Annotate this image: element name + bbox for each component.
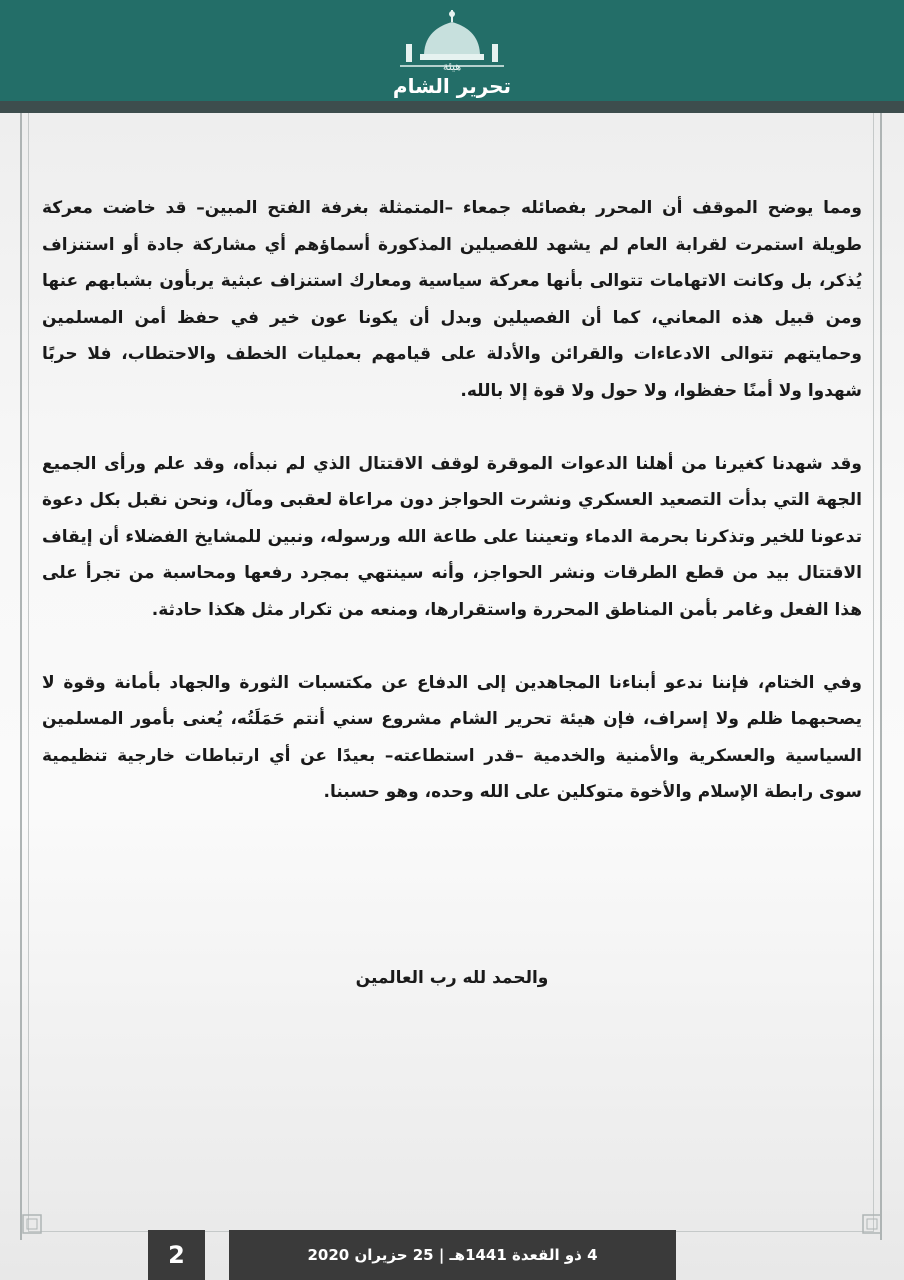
statement-body (42, 190, 862, 847)
closing-line: والحمد لله رب العالمين (355, 968, 549, 988)
paragraph-1: ومما يوضح الموقف أن المحرر بفصائله جمعاء –المتمثلة بغرفة الفتح المبين– قد خاضت معركة طويلة استمرت لقرابة العام لم يشهد للفصيلين المذكورة أسماؤهم أي مشاركة جادة أو استنزاف يُذكر، بل وكانت الاتهامات تتوالى بأنها معركة سياسية ومعارك استنزاف عبثية يربأون بشبابهم عنها ومن قبيل هذه المعاني، كما أن الفصيلين وبدل أن يكونا عون خير في حفظ أمن المسلمين وحمايتهم تتوالى الادعاءات والقرائن والأدلة على قيامهم بعمليات الخطف والاحتطاب، فلا حربًا شهدوا ولا أمنًا حفظوا، ولا حول ولا قوة إلا بالله. (42, 198, 862, 401)
corner-ornament-bottom-right (862, 1214, 882, 1234)
paragraph-2: وقد شهدنا كغيرنا من أهلنا الدعوات الموقرة لوقف الاقتتال الذي لم نبدأه، وقد علم ورأى الجميع الجهة التي بدأت التصعيد العسكري ونشرت الحواجز دون مراعاة لعقبى ومآل، ونحن نقبل بكل دعوة تدعونا للخير وتذكرنا بحرمة الدماء وتعيننا على طاعة الله ورسوله، ونبين للمشايخ الفضلاء أن إيقاف الاقتتال بيد من قطع الطرقات ونشر الحواجز، وأنه سينتهي بمجرد رفعها ومحاسبة من تجرأ على هذا الفعل وغامر بأمن المناطق المحررة واستقرارها، ومنعه من تكرار مثل هكذا حادثة. (42, 453, 862, 620)
page-number: 2 (148, 1230, 205, 1280)
logo-top-text: هيئة (442, 60, 462, 73)
footer-date: 4 ذو القعدة 1441هـ | 25 حزيران 2020 (229, 1230, 676, 1280)
header-strip (0, 101, 904, 113)
organization-logo (392, 8, 512, 98)
paragraph-3: وفي الختام، فإننا ندعو أبناءنا المجاهدين إلى الدفاع عن مكتسبات الثورة والجهاد بأمانة وقوة لا يصحبهما ظلم ولا إسراف، فإن هيئة تحرير الشام مشروع سني أنتم حَمَلَتُه، يُعنى بأمور المسلمين السياسية والعسكرية والأمنية والخدمية –قدر استطاعته– بعيدًا عن أي ارتباطات خارجية تنظيمية سوى رابطة الإسلام والأخوة متوكلين على الله وحده، وهو حسبنا. (42, 672, 862, 803)
corner-ornament-bottom-left (22, 1214, 42, 1234)
logo-name-text: تحرير الشام (392, 74, 512, 98)
